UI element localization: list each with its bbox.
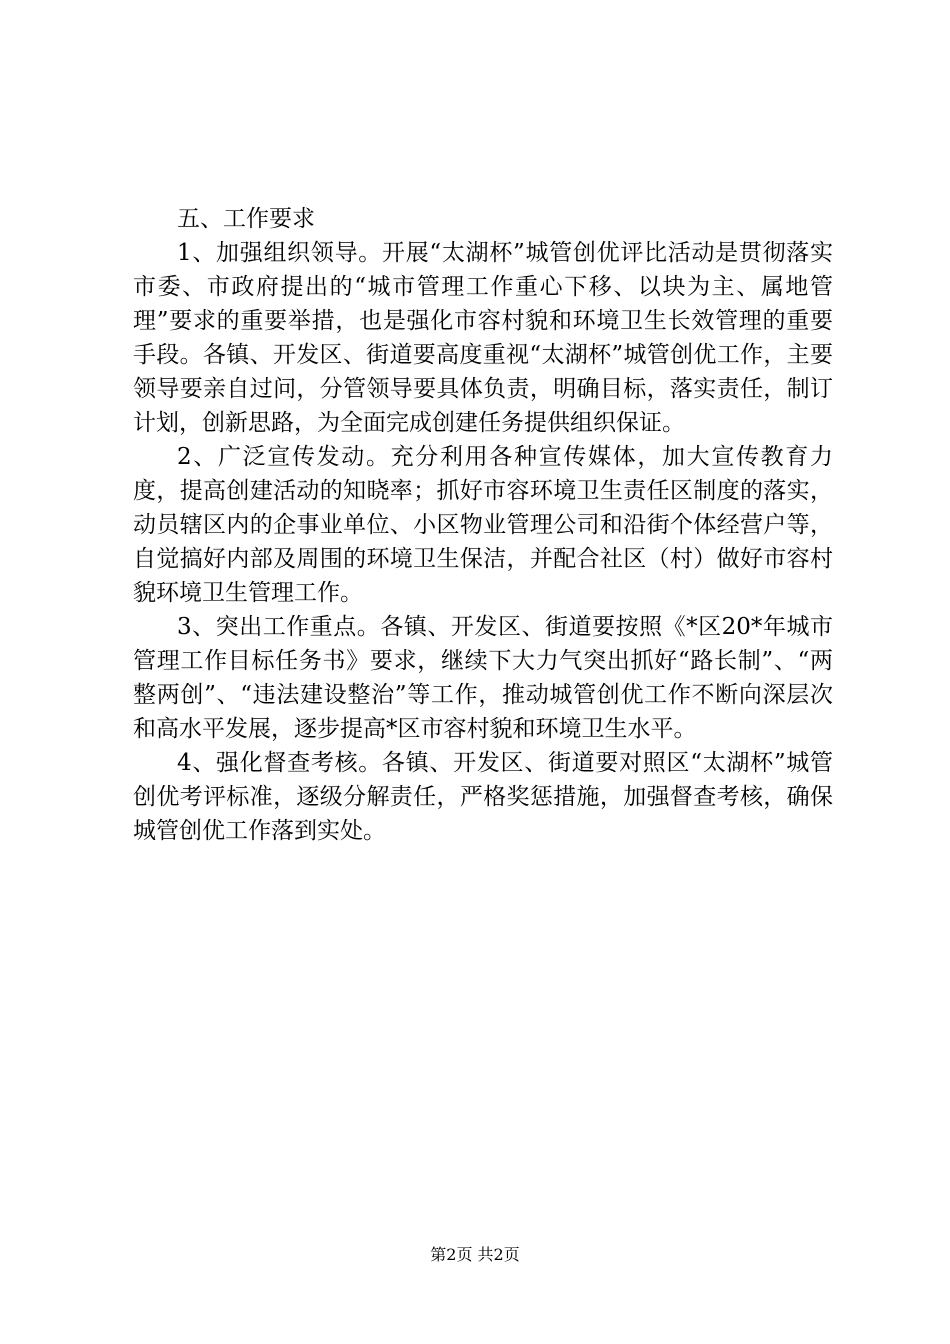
- paragraph-organization: 1、加强组织领导。开展“太湖杯”城管创优评比活动是贯彻落实市委、市政府提出的“城市管理工作重心下移、以块为主、属地管理”要求的重要举措，也是强化市容村貌和环境卫生长效管理的重要手段。各镇、开发区、街道要高度重视“太湖杯”城管创优工作，主要领导要亲自过问，分管领导要具体负责，明确目标，落实责任，制订计划，创新思路，为全面完成创建任务提供组织保证。: [133, 240, 833, 436]
- page-number: 第2页: [430, 1245, 473, 1264]
- paragraph-publicity: 2、广泛宣传发动。充分利用各种宣传媒体，加大宣传教育力度，提高创建活动的知晓率；抓好市容环境卫生责任区制度的落实，动员辖区内的企事业单位、小区物业管理公司和沿街个体经营户等，自觉搞好内部及周围的环境卫生保洁，并配合社区（村）做好市容村貌环境卫生管理工作。: [133, 444, 833, 606]
- page-footer: [0, 1244, 950, 1266]
- paragraph-key-work: 3、突出工作重点。各镇、开发区、街道要按照《*区20*年城市管理工作目标任务书》要求，继续下大力气突出抓好“路长制”、“两整两创”、“违法建设整治”等工作，推动城管创优工作不断向深层次和高水平发展，逐步提高*区市容村貌和环境卫生水平。: [133, 614, 833, 742]
- section-heading: 五、工作要求: [177, 206, 315, 232]
- page-total: 共2页: [477, 1245, 520, 1264]
- paragraph-supervision: 4、强化督查考核。各镇、开发区、街道要对照区“太湖杯”城管创优考评标准，逐级分解责任，严格奖惩措施，加强督查考核，确保城管创优工作落到实处。: [133, 750, 833, 844]
- document-body: [133, 202, 833, 848]
